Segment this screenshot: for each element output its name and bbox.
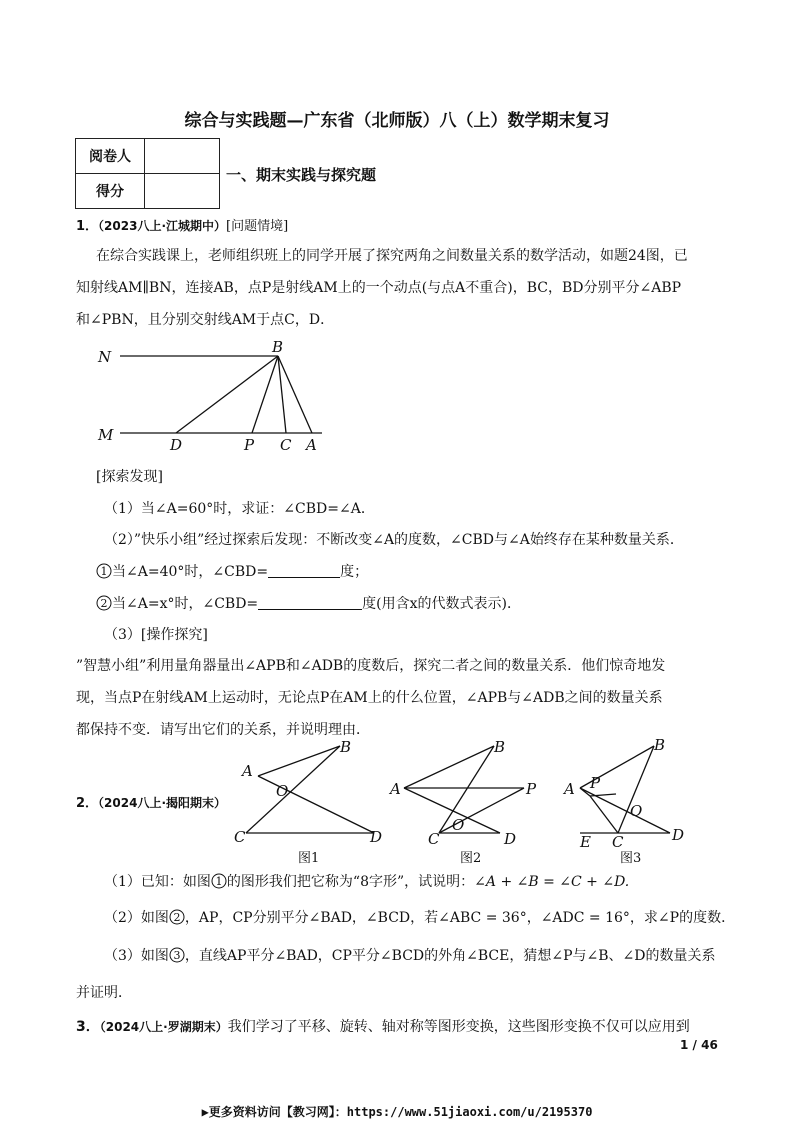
q1-figure [90, 336, 330, 456]
svg-text:D: D [672, 826, 685, 844]
q2-figure-2 [388, 738, 537, 866]
page-title: 综合与实践题—广东省（北师版）八（上）数学期末复习 [184, 111, 610, 131]
part2-b-prefix: 当∠A=x°时，∠CBD= [112, 596, 259, 612]
label-m: M [98, 426, 114, 444]
answer-blank[interactable] [268, 563, 340, 578]
q2-figures [228, 732, 698, 868]
svg-text:2: 2 [100, 597, 108, 610]
fig-caption: 图1 [298, 851, 320, 866]
q1-explore-tag: [探索发现] [96, 469, 163, 485]
page-number: 1 / 46 [680, 1038, 718, 1052]
answer-blank[interactable] [258, 595, 362, 610]
q1-part2: （2）”快乐小组”经过探索后发现：不断改变∠A的度数，∠CBD与∠A始终存在某种数量关系． [104, 532, 684, 548]
circled-number-icon [169, 909, 185, 925]
circled-number-icon [96, 595, 112, 611]
svg-text:C: C [612, 833, 624, 851]
footer-link[interactable]: ▶更多资料访问【教习网】：https://www.51jiaoxi.com/u/2195370 [201, 1105, 593, 1119]
q2-part3: （3）如图 3 ，直线AP平分∠BAD，CP平分∠BCD的外角∠BCE，猜想∠P与∠B、∠D的数量关系 [104, 948, 716, 964]
score-cell[interactable] [145, 174, 220, 209]
q1-part3-line: 都保持不变．请写出它们的关系，并说明理由． [76, 722, 370, 738]
part2-a-suffix: 度； [340, 564, 369, 580]
q1-part1: （1）当∠A=60°时，求证：∠CBD=∠A． [104, 501, 375, 517]
svg-text:D: D [504, 830, 517, 848]
q2-part1: （1）已知：如图 1 的图形我们把它称为“8字形”，试说明：∠A + ∠B = ∠C + ∠D. [104, 874, 630, 890]
q2-part2: （2）如图 2 ，AP，CP分别平分∠BAD，∠BCD，若∠ABC = 36°，∠ADC = 16°，求∠P的度数． [104, 910, 736, 926]
label-n: N [98, 348, 112, 366]
q1-context-line: 知射线AM∥BN，连接AB，点P是射线AM上的一个动点(与点A不重合)，BC，BD分别平分∠ABP [76, 280, 682, 296]
reviewer-label: 阅卷人 [76, 139, 145, 174]
score-label: 得分 [76, 174, 145, 209]
svg-text:C: C [234, 828, 246, 846]
q1-part3-line: ”智慧小组”利用量角器量出∠APB和∠ADB的度数后，探究二者之间的数量关系．他们惊奇地发 [76, 658, 666, 674]
q1-tag: [问题情境] [226, 219, 289, 234]
reviewer-cell[interactable] [145, 139, 220, 174]
q1-context [76, 240, 718, 336]
svg-text:D: D [370, 828, 383, 846]
q1-part2-a [96, 561, 368, 581]
label-d: D [170, 436, 183, 454]
svg-text:E: E [580, 833, 591, 851]
q2-part3-cont: 并证明． [76, 985, 132, 1001]
q1-part3-line: 现，当点P在射线AM上运动时，无论点P在AM上的什么位置，∠APB与∠ADB之间的数量关系 [76, 690, 663, 706]
q1-part2-b [96, 593, 521, 613]
circled-number-icon [169, 947, 185, 963]
label-p: P [244, 436, 255, 454]
svg-text:3: 3 [173, 949, 181, 962]
svg-text:B: B [340, 738, 352, 756]
svg-text:A: A [390, 780, 401, 798]
q2-number: 2． [76, 796, 99, 811]
q1-source: （2023八上·江城期中） [98, 219, 227, 233]
fig-caption: 图3 [620, 851, 642, 866]
svg-text:O: O [452, 816, 465, 834]
grader-table [75, 138, 220, 209]
svg-text:2: 2 [173, 911, 181, 924]
svg-text:A: A [242, 762, 253, 780]
label-a: A [306, 436, 317, 454]
q1-header [76, 215, 288, 234]
q3-number: 3． [76, 1019, 100, 1035]
svg-text:P: P [526, 780, 537, 798]
circled-number-icon [211, 873, 227, 889]
part2-a-prefix: 当∠A=40°时，∠CBD= [112, 564, 269, 580]
part2-b-suffix: 度(用含x的代数式表示)． [362, 596, 521, 612]
svg-text:O: O [276, 782, 289, 800]
q2-header [76, 792, 226, 811]
svg-text:O: O [630, 802, 643, 820]
q1-part3: （3）[操作探究] [104, 627, 208, 643]
svg-text:B: B [494, 738, 506, 756]
svg-text:1: 1 [100, 565, 108, 578]
q3-source: （2024八上·罗湖期末） [99, 1020, 228, 1034]
q3-header [76, 1016, 690, 1036]
q1-context-line: 和∠PBN，且分别交射线AM于点C，D． [76, 312, 335, 328]
q2-figure-1 [234, 738, 382, 866]
q1-context-line: 在综合实践课上，老师组织班上的同学开展了探究两角之间数量关系的数学活动，如题24图，已 [96, 248, 688, 264]
svg-text:1: 1 [215, 875, 223, 888]
svg-text:B: B [654, 736, 666, 754]
q2-source: （2024八上·揭阳期末） [98, 796, 227, 810]
label-b: B [272, 338, 284, 356]
fig-caption: 图2 [460, 851, 482, 866]
svg-text:C: C [428, 830, 440, 848]
q2-figure-3 [562, 736, 684, 866]
q3-text: 我们学习了平移、旋转、轴对称等图形变换，这些图形变换不仅可以应用到 [227, 1019, 690, 1035]
svg-text:P: P [590, 774, 601, 792]
section-title: 一、期末实践与探究题 [226, 166, 377, 184]
q1-number: 1． [76, 219, 99, 234]
label-c: C [280, 436, 292, 454]
circled-number-icon [96, 563, 112, 579]
svg-text:A: A [564, 780, 575, 798]
